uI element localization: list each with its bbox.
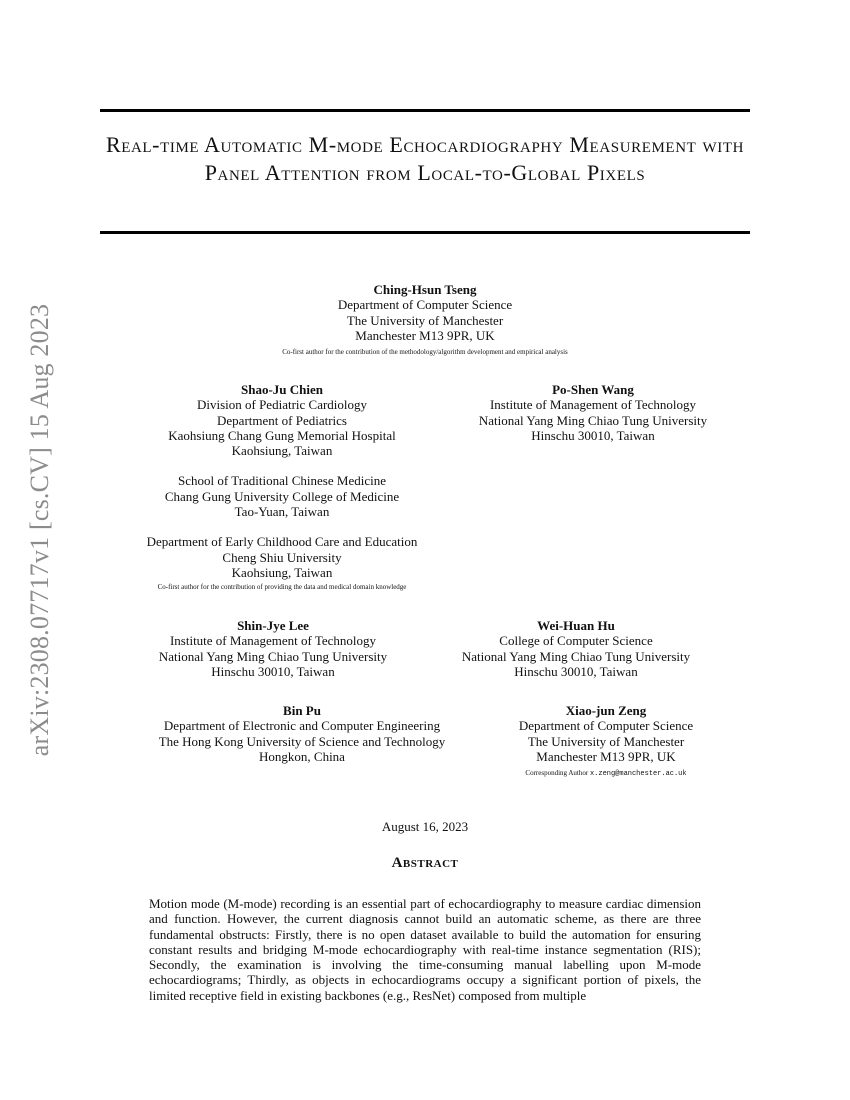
affiliation-line: Hinschu 30010, Taiwan xyxy=(514,663,638,679)
author-footnote: Co-first author for the contribution of providing the data and medical domain knowledge xyxy=(157,583,407,592)
author-block-hu xyxy=(426,618,726,679)
affiliation-line: Division of Pediatric Cardiology xyxy=(196,397,368,413)
affiliation-line: Manchester M13 9PR, UK xyxy=(536,748,676,764)
author-email: x.zeng@manchester.ac.uk xyxy=(589,770,687,779)
author-name: Xiao-jun Zeng xyxy=(565,703,647,718)
publication-date: August 16, 2023 xyxy=(381,819,469,834)
author-footnote: Co-first author for the contribution of the methodology/algorithm development and empirical analysis xyxy=(282,348,568,357)
author-block-lee xyxy=(123,618,423,679)
abstract-heading: Abstract xyxy=(391,855,459,871)
author-block-chien xyxy=(112,382,452,592)
author-name: Po-Shen Wang xyxy=(552,382,634,397)
title-top-rule xyxy=(100,109,750,112)
abstract-text: Motion mode (M-mode) recording is an essential part of echocardiography to measure cardiac dimension and function. However, the current diagnosis cannot build an automatic scheme, as there are three fundamental obstructs: Firstly, there is no open dataset available to build the automation for ensuring constant results and bridging M-mode echocardiography with real-time instance segmentation (RIS); Secondly, the examination is involving the time-consuming manual labelling upon M-mode echocardiograms; Thirdly, as objects in echocardiograms occupy a significant portion of pixels, the limited receptive field in existing backbones (e.g., ResNet) composed from multiple xyxy=(149,896,701,1003)
affiliation-line: Tao-Yuan, Taiwan xyxy=(234,504,330,520)
author-block-tseng xyxy=(225,282,625,357)
affiliation-line: School of Traditional Chinese Medicine xyxy=(178,473,386,489)
affiliation-line: Hinschu 30010, Taiwan xyxy=(211,663,335,679)
affiliation-line: National Yang Ming Chiao Tung University xyxy=(158,648,388,664)
arxiv-identifier: arXiv:2308.07717v1 [cs.CV] 15 Aug 2023 xyxy=(25,303,54,757)
affiliation-line: Hinschu 30010, Taiwan xyxy=(531,427,655,443)
affiliation-line: Department of Early Childhood Care and Education xyxy=(146,534,418,550)
affiliation-line: The University of Manchester xyxy=(346,312,504,328)
paper-title: Real-time Automatic M-mode Echocardiography Measurement with Panel Attention from Local-to-Global Pixels xyxy=(105,132,745,185)
affiliation-line: Institute of Management of Technology xyxy=(489,397,697,413)
affiliation-line: Kaohsiung, Taiwan xyxy=(231,443,333,459)
author-name: Shin-Jye Lee xyxy=(237,618,309,633)
title-bottom-rule xyxy=(100,231,750,234)
affiliation-line: Department of Computer Science xyxy=(518,718,694,734)
author-footnote xyxy=(476,768,736,779)
author-name: Ching-Hsun Tseng xyxy=(373,282,477,297)
affiliation-line: Department of Pediatrics xyxy=(217,412,347,428)
author-block-pu xyxy=(132,703,472,764)
affiliation-line: Manchester M13 9PR, UK xyxy=(355,327,495,343)
affiliation-line: Kaohsiung, Taiwan xyxy=(231,564,333,580)
affiliation-line: Department of Computer Science xyxy=(337,297,513,313)
affiliation-line: Kaohsiung Chang Gung Memorial Hospital xyxy=(168,427,396,443)
author-name: Bin Pu xyxy=(283,703,321,718)
affiliation-line: The University of Manchester xyxy=(527,733,685,749)
affiliation-line: The Hong Kong University of Science and Technology xyxy=(158,733,446,749)
author-block-zeng xyxy=(476,703,736,779)
affiliation-line: Hongkon, China xyxy=(259,748,345,764)
author-block-wang xyxy=(443,382,743,443)
affiliation-line: National Yang Ming Chiao Tung University xyxy=(461,648,691,664)
affiliation-line: Department of Electronic and Computer Engineering xyxy=(163,718,441,734)
affiliation-line: Chang Gung University College of Medicine xyxy=(164,488,400,504)
affiliation-line: Institute of Management of Technology xyxy=(169,633,377,649)
author-name: Shao-Ju Chien xyxy=(241,382,323,397)
author-name: Wei-Huan Hu xyxy=(537,618,615,633)
affiliation-line: College of Computer Science xyxy=(499,633,653,649)
affiliation-line: Cheng Shiu University xyxy=(222,549,342,565)
affiliation-line: National Yang Ming Chiao Tung University xyxy=(478,412,708,428)
corresponding-author-label: Corresponding Author xyxy=(525,769,589,778)
